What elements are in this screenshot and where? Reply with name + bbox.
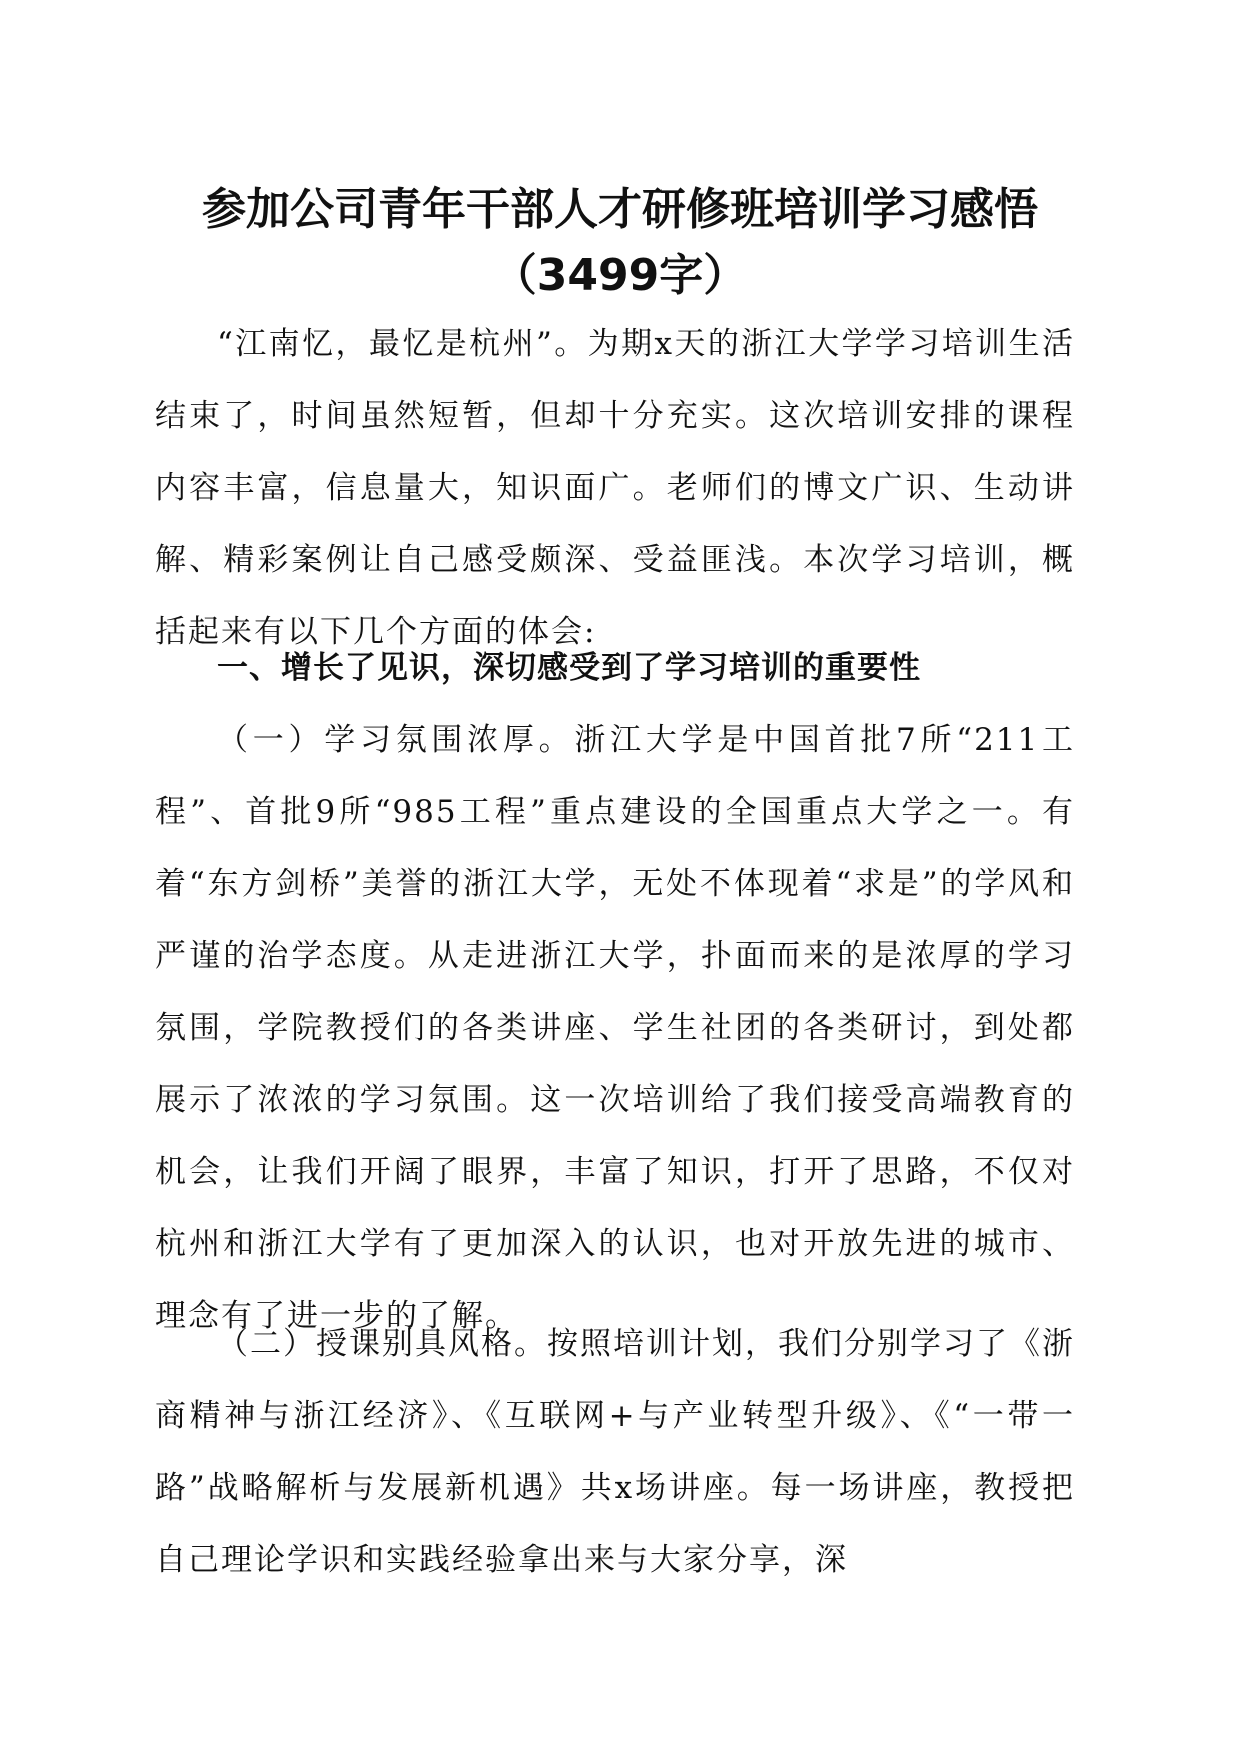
document-word-count: （3499字） [492, 250, 748, 301]
document-title: 参加公司青年干部人才研修班培训学习感悟 [202, 184, 1038, 235]
intro-paragraph: “江南忆，最忆是杭州”。为期x天的浙江大学学习培训生活结束了，时间虽然短暂，但却十分充实。这次培训安排的课程内容丰富，信息量大，知识面广。老师们的博文广识、生动讲解、精彩案例让自己感受颇深、受益匪浅。本次学习培训，概括起来有以下几个方面的体会: [155, 326, 1075, 650]
section-heading-1: 一、增长了见识，深切感受到了学习培训的重要性 [217, 650, 921, 686]
paragraph-learning-atmosphere: （一）学习氛围浓厚。浙江大学是中国首批7所“211工程”、首批9所“985工程”重点建设的全国重点大学之一。有着“东方剑桥”美誉的浙江大学，无处不体现着“求是”的学风和严谨的治学态度。从走进浙江大学，扑面而来的是浓厚的学习氛围，学院教授们的各类讲座、学生社团的各类研讨，到处都展示了浓浓的学习氛围。这一次培训给了我们接受高端教育的机会，让我们开阔了眼界，丰富了知识，打开了思路，不仅对杭州和浙江大学有了更加深入的认识，也对开放先进的城市、理念有了进一步的了解。 [155, 722, 1075, 1334]
paragraph-teaching-style: （二）授课别具风格。按照培训计划，我们分别学习了《浙商精神与浙江经济》、《互联网+与产业转型升级》、《“一带一路”战略解析与发展新机遇》共x场讲座。每一场讲座，教授把自己理论学识和实践经验拿出来与大家分享，深 [155, 1326, 1075, 1578]
